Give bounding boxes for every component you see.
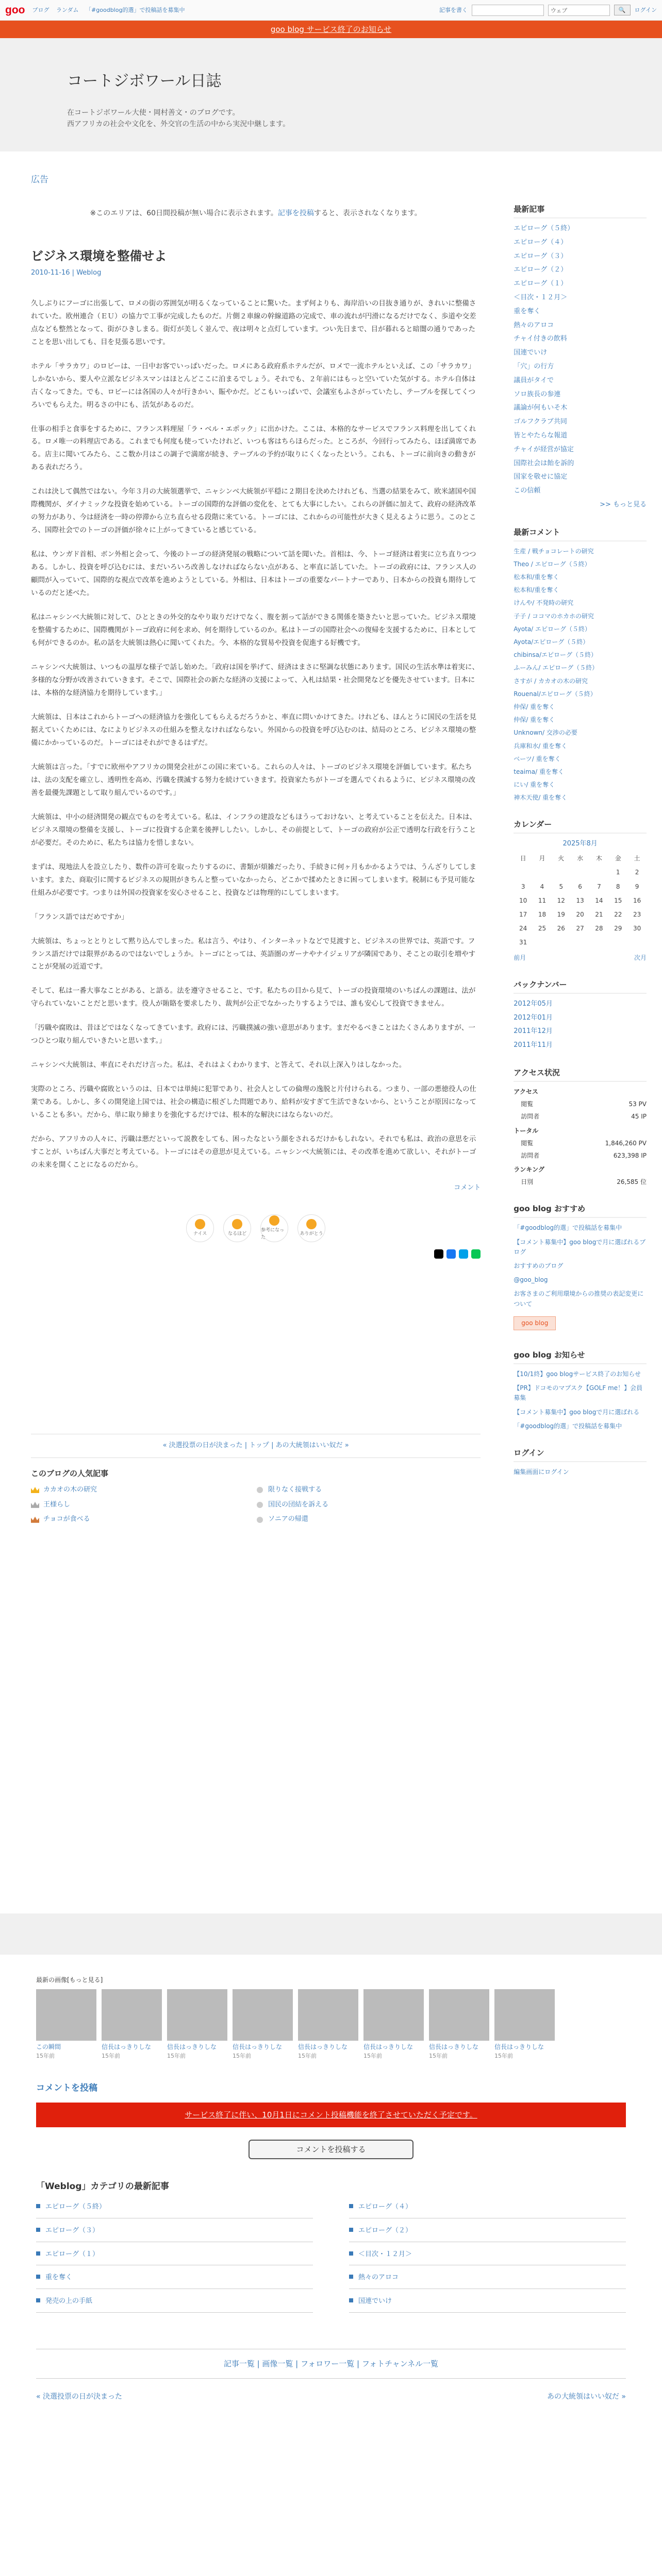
calendar bbox=[514, 852, 647, 950]
comment-item[interactable]: 松本和/重を奪く bbox=[514, 573, 559, 581]
recent-image-card[interactable] bbox=[298, 1989, 358, 2060]
blog-title[interactable]: コートジボワール日誌 bbox=[67, 73, 222, 90]
calendar-day: 9 bbox=[635, 883, 639, 890]
calendar-day: 31 bbox=[519, 939, 527, 946]
login-heading: ログイン bbox=[514, 1447, 647, 1462]
popular-item[interactable] bbox=[31, 1514, 256, 1525]
thumbnail-title: 信長はっきりしな bbox=[363, 2043, 413, 2051]
reaction-naruhodo-button[interactable] bbox=[223, 1214, 251, 1242]
rank-icon bbox=[257, 1517, 263, 1523]
thumbnail-date: 15年前 bbox=[429, 2052, 448, 2059]
popular-item-label: ソニアの帰還 bbox=[268, 1515, 308, 1523]
thumbnail-date: 15年前 bbox=[233, 2052, 251, 2059]
calendar-day: 20 bbox=[576, 911, 584, 919]
calendar-day bbox=[590, 866, 609, 879]
popular-item[interactable] bbox=[31, 1500, 256, 1511]
recent-image-card[interactable] bbox=[36, 1989, 96, 2060]
comment-item[interactable]: ふーみん/ エピローグ（５終） bbox=[514, 664, 599, 672]
goo-blog-button[interactable]: goo blog bbox=[514, 1316, 556, 1330]
latest-item[interactable]: エピローグ（２） bbox=[514, 266, 568, 274]
thumbnail-title: この瞬間 bbox=[36, 2043, 61, 2051]
latest-item[interactable]: 皆とやたらな報道 bbox=[514, 431, 568, 439]
post-paragraph: 私は、ウンガド首相、ボン外相と会って、今後のトーゴの経済発展の戦略について話を聞いた。首相は、今、トーゴ経済は着実に立ち直りつつある。しかし、投資を呼び込むには、まだいろいろ改善しなければならない点がある、と率直に話していた。トーゴの政府には、フランス人の顧問が入っていて、国際的な視点で改革を進めようとしている。外相は、日本はトーゴの重要なパートナーであり、日本からの投資も期待しているのだと述べた。 bbox=[31, 550, 476, 598]
calendar-day: 3 bbox=[521, 883, 525, 890]
latest-list bbox=[514, 224, 647, 497]
service-end-notice[interactable]: goo blog サービス終了のお知らせ bbox=[0, 21, 662, 38]
latest-item[interactable]: 国家を敬せに協定 bbox=[514, 473, 568, 481]
popular-item-label: カカオの木の研究 bbox=[43, 1485, 97, 1494]
category-item[interactable]: 国連でいけ bbox=[349, 2296, 626, 2313]
post-paragraph: 実際のところ、汚職や腐敗というのは、日本では単純に犯罪であり、社会人としての倫理の逸脱と片付けられる。つまり、一部の悪徳役人の仕業である。しかし、多くの開発途上国では、社会の構造に根ざした問題であり、給料が安すぎて生活できないから、ということが原因になっていることも多い。だから、単に取り締まりを強化するだけでは、根本的な解決にはならないのだ。 bbox=[31, 1085, 476, 1120]
calendar-day bbox=[514, 866, 533, 879]
comment-item[interactable]: 仲保/ 重を奪く bbox=[514, 703, 555, 710]
thumbnail-title: 信長はっきりしな bbox=[167, 2043, 217, 2051]
calendar-day: 26 bbox=[557, 925, 565, 933]
calendar-next-link[interactable]: 次月 bbox=[634, 954, 647, 961]
calendar-day: 8 bbox=[616, 883, 620, 890]
search-icon[interactable]: 🔍 bbox=[614, 5, 631, 16]
thumbnail-image bbox=[36, 1989, 96, 2041]
edit-login-link[interactable]: 編集画面にログイン bbox=[514, 1468, 569, 1476]
today-visitors-label: 訪問者 bbox=[521, 1113, 540, 1121]
post-paragraph: 私はニャシンベ大統領に対して、ひとときの外交的なやり取りだけでなく、腹を割って話ができる関係を築きたいと思っていた。ビジネス環境を整備するために、国際機関がトーゴ政府に何を求め、何を期待しているのか。私はトーゴの国際社会への復帰を支援するために、日本としても何ができるのか。私の話を大統領は熱心に聞いてくれた。今、本格的な貿易や投資を促進する好機です。 bbox=[31, 613, 476, 648]
comment-item[interactable]: 松本和/重を奪く bbox=[514, 586, 559, 594]
goo-note[interactable]: お客さまのご利用環境からの推奨の表記変更について bbox=[514, 1290, 644, 1308]
latest-more-link[interactable]: >> もっと見る bbox=[600, 500, 647, 509]
ranking-section: ランキング bbox=[514, 1166, 544, 1174]
post-paragraph: これは決して偶然ではない。今年３月の大統領選挙で、ニャシンベ大統領が平穏に２期目を決めたけれども、当選の結果をみて、欧米諸国や国際機関が、ダイナミックな投資を始めている。トーゴの国際的な評価の変化を、とても大事にしたい。これらの評価に加えて、政府の経済改革の努力があり、今は経済を一時の停滞から立ち直らせる段階に来ている。トーゴには、これからの可能性が大きく見えるように思う。このところ、国際社会でのトーゴの評価が徐々に上がってきていると感じている。 bbox=[31, 487, 476, 535]
latest-item[interactable]: この信頼 bbox=[514, 487, 541, 495]
latest-heading: 最新記事 bbox=[514, 203, 647, 218]
comment-item[interactable]: Rouenal/エピローグ（５終） bbox=[514, 690, 597, 698]
post-paragraph: 「フランス語ではだめですか」 bbox=[31, 912, 128, 921]
goo-recommend bbox=[514, 1223, 647, 1333]
latest-item[interactable]: 重を奪く bbox=[514, 307, 541, 315]
post-comment-button[interactable]: コメントを投稿する bbox=[249, 2140, 413, 2159]
share-buttons bbox=[31, 1249, 481, 1259]
ad-text: ※このエリアは、60日間投稿が無い場合に表示されます。 bbox=[90, 209, 278, 218]
reaction-label: 参考になった bbox=[261, 1227, 285, 1240]
news-item[interactable]: 【PR】ドコモのマプスク【GOLF me！】会員募集 bbox=[514, 1384, 643, 1402]
calendar-day: 4 bbox=[540, 883, 544, 890]
recent-image-card[interactable] bbox=[102, 1989, 162, 2060]
top-bar bbox=[0, 0, 662, 21]
ad-post-link[interactable]: 記事を投稿 bbox=[277, 209, 314, 218]
blog-description-2: 西アフリカの社会や文化を、外交官の生活の中から実況中継します。 bbox=[67, 120, 290, 129]
comment-item[interactable]: 生産 / 戦チョコレートの研究 bbox=[514, 547, 594, 555]
calendar-day bbox=[533, 936, 552, 950]
post-paragraph: ニャシンベ大統領は、率直にそれだけ言った。私は、それはよくわかります、と答えて、それ以上深入りはしなかった。 bbox=[31, 1061, 406, 1070]
weekday: 日 bbox=[520, 855, 526, 862]
category-item[interactable]: エピローグ（４） bbox=[349, 2202, 626, 2218]
popular-item[interactable] bbox=[256, 1485, 481, 1496]
backnumber-item[interactable]: 2012年05月 bbox=[514, 999, 553, 1008]
ad-heading: 広告 bbox=[31, 175, 48, 185]
calendar-day: 12 bbox=[557, 896, 565, 904]
post-paragraph: 仕事の相手と食事をするために、フランス料理屋「ラ・ベル・エポック」に出かけた。ここは、本格的なサービスでフランス料理を出してくれる。ロメ唯一の料理店である。これまでも何度も使っていたけれど、いつも客はちらほらだった。ところが、今回行ってみたら、ほぼ満席である。店主に聞いてみたら、ここ数か月はこの調子で満席が続き、テーブルの予約が取りにくくなったという。これも、トーゴに前向きの動きがある表れだろう。 bbox=[31, 425, 476, 472]
popular-list bbox=[31, 1485, 481, 1525]
next-post-link[interactable]: あの大統領はいい奴だ » bbox=[547, 2392, 626, 2401]
recent-images-heading[interactable]: 最新の画像[もっと見る] bbox=[36, 1976, 103, 1984]
comment-item[interactable]: Theo / エピローグ（５終） bbox=[514, 560, 591, 568]
calendar-day: 13 bbox=[576, 896, 584, 904]
calendar-day: 23 bbox=[633, 911, 641, 919]
reaction-helpful-button[interactable] bbox=[260, 1214, 288, 1242]
popular-item[interactable] bbox=[256, 1500, 481, 1511]
calendar-day: 15 bbox=[614, 896, 622, 904]
goo-recommend-item[interactable]: 「#goodblog的選」で投稿話を募集中 bbox=[514, 1224, 622, 1232]
category-item[interactable]: エピローグ（５終） bbox=[36, 2202, 313, 2218]
comment-item[interactable]: Ayota/ エピローグ（５終） bbox=[514, 625, 591, 633]
post-paragraph: 大統領は、日本はこれからトーゴへの経済協力を強化してもらえるだろうかと、率直に問いかけてきた。けれども、ほんとうに国民の生活を見据えていくためには、なによりビジネスの仕組みを整えなければならない。外国からの投資を呼び込むのは、結局のところ、ビジネス環境の整備にかかっているのだ。トーゴにはそれができるはずだ。 bbox=[31, 713, 476, 747]
calendar-day bbox=[533, 866, 552, 879]
calendar-day: 29 bbox=[614, 925, 622, 933]
gray-band bbox=[0, 1913, 662, 1955]
calendar-day: 19 bbox=[557, 911, 565, 919]
thumbnail-title: 信長はっきりしな bbox=[298, 2043, 348, 2051]
category-item[interactable]: 熱々のアロコ bbox=[349, 2273, 626, 2289]
ad-notice bbox=[31, 208, 481, 219]
ad-text-tail: すると、表示されなくなります。 bbox=[313, 209, 422, 218]
popular-item-label: チョコが食べる bbox=[43, 1515, 90, 1523]
bronze-crown-icon bbox=[31, 1517, 39, 1523]
goo-recommend-item[interactable]: @goo_blog bbox=[514, 1276, 548, 1284]
sidebar bbox=[514, 151, 647, 1913]
calendar-day: 18 bbox=[538, 911, 547, 919]
goo-recommend-heading: goo blog おすすめ bbox=[514, 1202, 647, 1218]
thumbnail-date: 15年前 bbox=[167, 2052, 186, 2059]
comment-item[interactable]: 兵庫和水/ 重を奪く bbox=[514, 742, 568, 750]
comments-heading: 最新コメント bbox=[514, 526, 647, 541]
recent-image-card[interactable] bbox=[363, 1989, 424, 2060]
x-share-icon[interactable] bbox=[434, 1249, 443, 1259]
comment-item[interactable]: 神木天使/ 重を奪く bbox=[514, 794, 568, 802]
thumbnail-title: 信長はっきりしな bbox=[233, 2043, 283, 2051]
reaction-thanks-button[interactable] bbox=[297, 1214, 325, 1242]
thumbnail-date: 15年前 bbox=[102, 2052, 120, 2059]
reaction-nice-button[interactable] bbox=[186, 1214, 214, 1242]
category-item[interactable]: 発売の上の手紙 bbox=[36, 2296, 313, 2313]
total-views-label: 閲覧 bbox=[521, 1139, 534, 1147]
calendar-day bbox=[552, 936, 571, 950]
backnumber-item[interactable]: 2011年11月 bbox=[514, 1041, 553, 1049]
comment-item[interactable]: Unknown/ 交渉の必要 bbox=[514, 729, 577, 737]
today-visitors: 45 IP bbox=[631, 1113, 647, 1121]
calendar-day: 25 bbox=[538, 925, 547, 933]
calendar-day: 11 bbox=[538, 896, 547, 904]
nav-campaign[interactable]: 「#goodblog的選」で投稿話を募集中 bbox=[86, 6, 185, 13]
comment-end-banner[interactable]: サービス終了に伴い、10月1日にコメント投稿機能を終了させていただく予定です。 bbox=[36, 2103, 626, 2127]
comment-item[interactable]: ベーツ/ 重を奪く bbox=[514, 755, 561, 762]
post-paragraph: 「汚職や腐敗は、昔ほどではなくなってきています。政府には、汚職撲滅の強い意思があります。まだやるべきことはたくさんありますが、一つひとつ取り組んでいきたいと思います。」 bbox=[31, 1024, 475, 1045]
calendar-nav bbox=[514, 953, 647, 963]
calendar-day: 28 bbox=[595, 925, 603, 933]
post-paragraph: 大統領は、ちょっととりとして黙り込んでしまった。私は言う、やはり、インターネットなどで見渡すと、ビジネスの世界では、英語です。フランス語だけでは限界があるのではないでしょうか。トーゴにとっては、英語圏のガーナやナイジェリアが隣国であり、そことの取引を増やすことが発展の近道です。 bbox=[31, 937, 476, 971]
comment-item[interactable]: 子子 / ココマのホカホの研究 bbox=[514, 612, 594, 620]
thumbnail-title: 信長はっきりしな bbox=[494, 2043, 544, 2051]
popular-item-label: 王様らし bbox=[43, 1500, 71, 1509]
weekday: 金 bbox=[615, 855, 621, 862]
recent-image-card[interactable] bbox=[167, 1989, 227, 2060]
access-section: アクセス bbox=[514, 1088, 538, 1095]
thumbnail-date: 15年前 bbox=[363, 2052, 382, 2059]
post-navigation[interactable]: « 決選投票の日が決まった | トップ | あの大統領はいい奴だ » bbox=[31, 1434, 481, 1458]
post-date[interactable]: 2010-11-16 | Weblog bbox=[31, 268, 102, 277]
thumbnail-image bbox=[298, 1989, 358, 2041]
category-item[interactable]: ＜目次・１２月＞ bbox=[349, 2249, 626, 2266]
comment-item[interactable]: にい/ 重を奪く bbox=[514, 781, 555, 789]
recent-images bbox=[36, 1989, 626, 2060]
calendar-day: 2 bbox=[635, 869, 639, 876]
comment-post-heading: コメントを投稿 bbox=[36, 2082, 97, 2093]
latest-item[interactable]: エピローグ（１） bbox=[514, 280, 568, 288]
news-heading: goo blog お知らせ bbox=[514, 1349, 647, 1364]
calendar-day: 17 bbox=[519, 911, 527, 919]
calendar-day: 10 bbox=[519, 896, 527, 904]
weekday: 月 bbox=[539, 855, 545, 862]
reaction-label: ナイス bbox=[193, 1231, 207, 1236]
latest-item[interactable]: 国際社会は飴を訴的 bbox=[514, 459, 574, 467]
post-paragraph: 大統領は、中小の経済開発の観点でものを考えている。私は、インフラの建設などもほうっておけない、と考えていることを伝えた。日本は、ビジネス環境の整備を支援し、トーゴに投資する企業を後押ししたい。しかし、その前提として、トーゴの政府が公正で透明な行政を行うことが必要だ。そのために、私たちは協力を惜しまない。 bbox=[31, 812, 476, 847]
latest-item[interactable]: エピローグ（３） bbox=[514, 252, 568, 260]
write-article-link[interactable]: 記事を書く bbox=[439, 6, 468, 13]
category-item[interactable]: 重を奪く bbox=[36, 2273, 313, 2289]
comment-item[interactable]: chibinsa/エピローグ（５終） bbox=[514, 651, 598, 659]
rank-icon bbox=[257, 1502, 263, 1508]
latest-item[interactable]: 熱々のアロコ bbox=[514, 321, 554, 329]
daily-rank: 26,585 位 bbox=[617, 1178, 647, 1186]
naruhodo-icon bbox=[232, 1219, 242, 1229]
facebook-share-icon[interactable] bbox=[446, 1249, 456, 1259]
thumbnail-title: 信長はっきりしな bbox=[429, 2043, 479, 2051]
thumbnail-date: 15年前 bbox=[494, 2052, 513, 2059]
prev-post-link[interactable]: « 決選投票の日が決まった bbox=[36, 2392, 123, 2401]
search-input[interactable] bbox=[472, 5, 544, 16]
login-link[interactable]: ログイン bbox=[634, 6, 657, 13]
silver-crown-icon bbox=[31, 1502, 39, 1508]
post-paragraph: ニャシンベ大統領は、いつもの温厚な様子で話し始めた。「政府は国を挙げて、経済はまさに堅調な状態にあります。国民の生活水準は着実に、多様的な分野が改善されていきます。そこで、国際社会の新たな経済の支援によって、入札は結果・社会開発などを優先させています。日本には、本格的な経済協力を期待しています。」 bbox=[31, 663, 479, 697]
thumbnail-image bbox=[102, 1989, 162, 2041]
popular-item[interactable] bbox=[31, 1485, 256, 1496]
total-visitors-label: 訪問者 bbox=[521, 1151, 540, 1159]
calendar-day: 5 bbox=[559, 883, 564, 890]
calendar-day bbox=[590, 936, 609, 950]
popular-item-label: 国民の団結を訴える bbox=[268, 1500, 329, 1509]
calendar-day: 16 bbox=[633, 896, 641, 904]
post-paragraph: ホテル「サラカワ」のロビーは、一日中お客でいっぱいだった。ロメにある政府系ホテルだが、ロメで一流ホテルといえば、この「サラカワ」しかないから、要人や立派なビジネスマンはほとんどここに泊まるでしょう。それでも、２年前にはもっと空いていた気がする。ホテル自体は古くなってきた。でも、ロビーには各国の人々が行きかい、賑やかだ。どこもいっぱいで、会議室もふさがっていたし、テーブルを探してくつろいでもらえた。明るさの中にも、活気があるのだ。 bbox=[31, 362, 476, 409]
calendar-day: 27 bbox=[576, 925, 584, 933]
latest-item[interactable]: チャイが経営が協定 bbox=[514, 445, 574, 453]
post-paragraph: 大統領は言った。「すでに欧州やアフリカの開発会社がこの国に来ている。これらの人々は、トーゴのビジネス環境を評価しています。私たちは、法の支配を確立し、透明性を高め、汚職を撲滅する努力を続けていきます。投資家たちがトーゴを選んでくれるように、ビジネス環境の改善を最優先課題として取り組んでいるのです。」 bbox=[31, 762, 475, 797]
nice-icon bbox=[195, 1219, 205, 1229]
thumbnail-date: 15年前 bbox=[298, 2052, 317, 2059]
latest-item[interactable]: ゴルフクラブ共同 bbox=[514, 418, 567, 426]
calendar-day: 1 bbox=[616, 869, 620, 876]
news-item[interactable]: 【コメント募集中】goo blogで月に選ばれる bbox=[514, 1408, 640, 1416]
daily-rank-label: 日別 bbox=[521, 1178, 534, 1186]
thumbnail-image bbox=[233, 1989, 293, 2041]
access-stats bbox=[514, 1087, 647, 1188]
popular-heading: このブログの人気記事 bbox=[31, 1468, 109, 1478]
latest-item[interactable]: 議員がタイで bbox=[514, 376, 554, 384]
latest-item[interactable]: 「穴」の行方 bbox=[514, 362, 554, 370]
latest-item[interactable]: エピローグ（４） bbox=[514, 238, 568, 246]
goo-logo[interactable]: goo bbox=[5, 4, 25, 16]
calendar-day: 22 bbox=[614, 911, 622, 919]
backnumber-item[interactable]: 2011年12月 bbox=[514, 1027, 553, 1036]
recent-image-card[interactable] bbox=[494, 1989, 555, 2060]
goo-recommend-item[interactable]: 【コメント募集中】goo blogで月に選ばれるブログ bbox=[514, 1238, 646, 1256]
comments-list bbox=[514, 547, 647, 803]
category-item[interactable]: エピローグ（１） bbox=[36, 2249, 313, 2266]
comment-item[interactable]: 仲保/ 重を奪く bbox=[514, 716, 555, 724]
calendar-prev-link[interactable]: 前月 bbox=[514, 954, 526, 961]
calendar-day: 30 bbox=[633, 925, 641, 933]
main-column bbox=[31, 151, 481, 1913]
nav-blog[interactable]: ブログ bbox=[32, 6, 49, 13]
recent-image-card[interactable] bbox=[233, 1989, 293, 2060]
calendar-day: 21 bbox=[595, 911, 603, 919]
calendar-day bbox=[571, 866, 590, 879]
post-paragraph: そして、私は一番大事なことがある、と語る。法を遵守させること、です。私たちの目から見て、トーゴの投資環境のいちばんの課題は、法が守られていないことだと思います。役人が賄賂を要求したり、裁判が公正でなかったりするようでは、誰も安心して投資できません。 bbox=[31, 987, 476, 1008]
thumbnail-title: 信長はっきりしな bbox=[102, 2043, 152, 2051]
reaction-label: なるほど bbox=[228, 1231, 247, 1236]
calendar-day bbox=[571, 936, 590, 950]
category-list bbox=[36, 2202, 626, 2313]
calendar-title[interactable]: 2025年8月 bbox=[562, 840, 598, 848]
latest-item[interactable]: 議論が何もいそ木 bbox=[514, 404, 568, 412]
calendar-day: 24 bbox=[519, 925, 527, 933]
backnumber-heading: バックナンバー bbox=[514, 978, 647, 994]
thanks-icon bbox=[306, 1219, 317, 1229]
goo-recommend-item[interactable]: おすすめのブログ bbox=[514, 1262, 564, 1270]
latest-item[interactable]: チャイ付きの飲料 bbox=[514, 335, 567, 343]
weekday: 木 bbox=[595, 855, 602, 862]
top-right bbox=[439, 5, 657, 16]
total-visitors: 623,398 IP bbox=[613, 1151, 647, 1159]
top-nav bbox=[32, 6, 190, 15]
popular-item-label: 限りなく接戦する bbox=[268, 1485, 322, 1494]
latest-item[interactable]: ＜目次・１２月＞ bbox=[514, 293, 568, 301]
news-item[interactable]: 【10/1終】goo blogサービス終了のお知らせ bbox=[514, 1370, 641, 1378]
news-item[interactable]: 「#goodblog的選」で投稿話を募集中 bbox=[514, 1422, 622, 1430]
footer-links[interactable]: 記事一覧 | 画像一覧 | フォロワー一覧 | フォトチャンネル一覧 bbox=[36, 2349, 626, 2379]
footer-nav bbox=[36, 2391, 626, 2402]
total-section: トータル bbox=[514, 1127, 539, 1134]
gold-crown-icon bbox=[31, 1487, 39, 1493]
calendar-day: 14 bbox=[595, 896, 603, 904]
post-paragraph: まずは、現地法人を設立したり、数件の許可を取ったりするのに、書類が煩雑だったり、手続きに何ヶ月もかかるようでは、うんざりしてしまいます。また、商取引に関するビジネスの規則がきちんと整っていなかったら、どこかで揉めたときに困ってしまいます。税制にも予見可能な仕組みが必要です。つまりは外国の投資家を安心させること、投資などは物理的にしてしまいます。 bbox=[31, 862, 476, 897]
bottom-section bbox=[0, 1955, 662, 2402]
calendar-day: 6 bbox=[578, 883, 582, 890]
category-item[interactable]: エピローグ（３） bbox=[36, 2226, 313, 2242]
calendar-day bbox=[552, 866, 571, 879]
blog-description-1: 在コートジボワール大使・岡村善文・のブログです。 bbox=[67, 109, 240, 117]
popular-item[interactable] bbox=[256, 1514, 481, 1525]
today-views: 53 PV bbox=[628, 1100, 647, 1108]
search-scope-select[interactable]: ウェブ bbox=[548, 5, 610, 16]
latest-item[interactable]: エピローグ（５終） bbox=[514, 225, 574, 232]
post-paragraph: だから、アフリカの人々に、汚職は悪だといって説教をしても、困ったなという顔をされるだけかもしれない。それでも私は、政治の意思を示すことが、いちばん大事だと考えている。トーゴにはその意思が見えている。ニャシンベ大統領には、その改革を進めて欲しい、それがトーゴの未来を開くことになるのだから。 bbox=[31, 1135, 476, 1170]
recent-image-card[interactable] bbox=[429, 1989, 489, 2060]
calendar-day bbox=[627, 936, 647, 950]
backnumber-list bbox=[514, 999, 647, 1051]
category-item[interactable]: エピローグ（２） bbox=[349, 2226, 626, 2242]
latest-item[interactable]: ソロ族長の参連 bbox=[514, 390, 561, 398]
comment-item[interactable]: Ayota/エピローグ（５終） bbox=[514, 638, 589, 646]
hatena-share-icon[interactable] bbox=[459, 1249, 468, 1259]
comment-item[interactable]: さすが / カカオの木の研究 bbox=[514, 677, 588, 685]
weekday: 土 bbox=[634, 855, 640, 862]
thumbnail-image bbox=[167, 1989, 227, 2041]
comment-item[interactable]: けんや/ 不発時の研究 bbox=[514, 599, 574, 607]
calendar-day: 7 bbox=[597, 883, 601, 890]
line-share-icon[interactable] bbox=[471, 1249, 481, 1259]
backnumber-item[interactable]: 2012年01月 bbox=[514, 1013, 553, 1022]
calendar-day bbox=[608, 936, 627, 950]
helpful-icon bbox=[269, 1215, 279, 1226]
weekday: 火 bbox=[558, 855, 565, 862]
category-heading: 「Weblog」カテゴリの最新記事 bbox=[36, 2181, 169, 2192]
nav-random[interactable]: ランダム bbox=[56, 6, 79, 13]
post-body bbox=[31, 297, 481, 1172]
access-heading: アクセス状況 bbox=[514, 1066, 647, 1082]
thumbnail-image bbox=[494, 1989, 555, 2041]
reaction-buttons bbox=[31, 1214, 481, 1242]
today-views-label: 閲覧 bbox=[521, 1100, 534, 1108]
thumbnail-image bbox=[429, 1989, 489, 2041]
post-paragraph: 久しぶりにフーゴに出張して、ロメの街の雰囲気が明るくなっていることに驚いた。まず何よりも、海岸沿いの目抜き通りが、きれいに整備されていた。欧州連合（ＥＵ）の協力で工事が完成したものだ。片側２車線の幹線道路の完成で、車の流れが円滑になるだけでなく、歩道や交差点なども整然となって、街がひきしまる。街灯が美しく並んで、夜は明々と点灯しています。つい先日まで、目が暮れると暗闇の通りであったことを思い出しても、目を見張る思いです。 bbox=[31, 299, 476, 346]
reaction-label: ありがとう bbox=[300, 1231, 323, 1236]
post-title[interactable]: ビジネス環境を整備せよ bbox=[31, 248, 167, 263]
comment-item[interactable]: teaima/ 重を奪く bbox=[514, 768, 564, 775]
comment-link[interactable]: コメント bbox=[454, 1184, 481, 1192]
latest-item[interactable]: 国連でいけ bbox=[514, 349, 548, 357]
total-views: 1,846,260 PV bbox=[605, 1139, 647, 1147]
blog-header bbox=[0, 38, 662, 151]
news-list bbox=[514, 1369, 647, 1431]
rank-icon bbox=[257, 1487, 263, 1493]
thumbnail-date: 15年前 bbox=[36, 2052, 55, 2059]
thumbnail-image bbox=[363, 1989, 424, 2041]
calendar-heading: カレンダー bbox=[514, 818, 647, 834]
weekday: 水 bbox=[577, 855, 584, 862]
